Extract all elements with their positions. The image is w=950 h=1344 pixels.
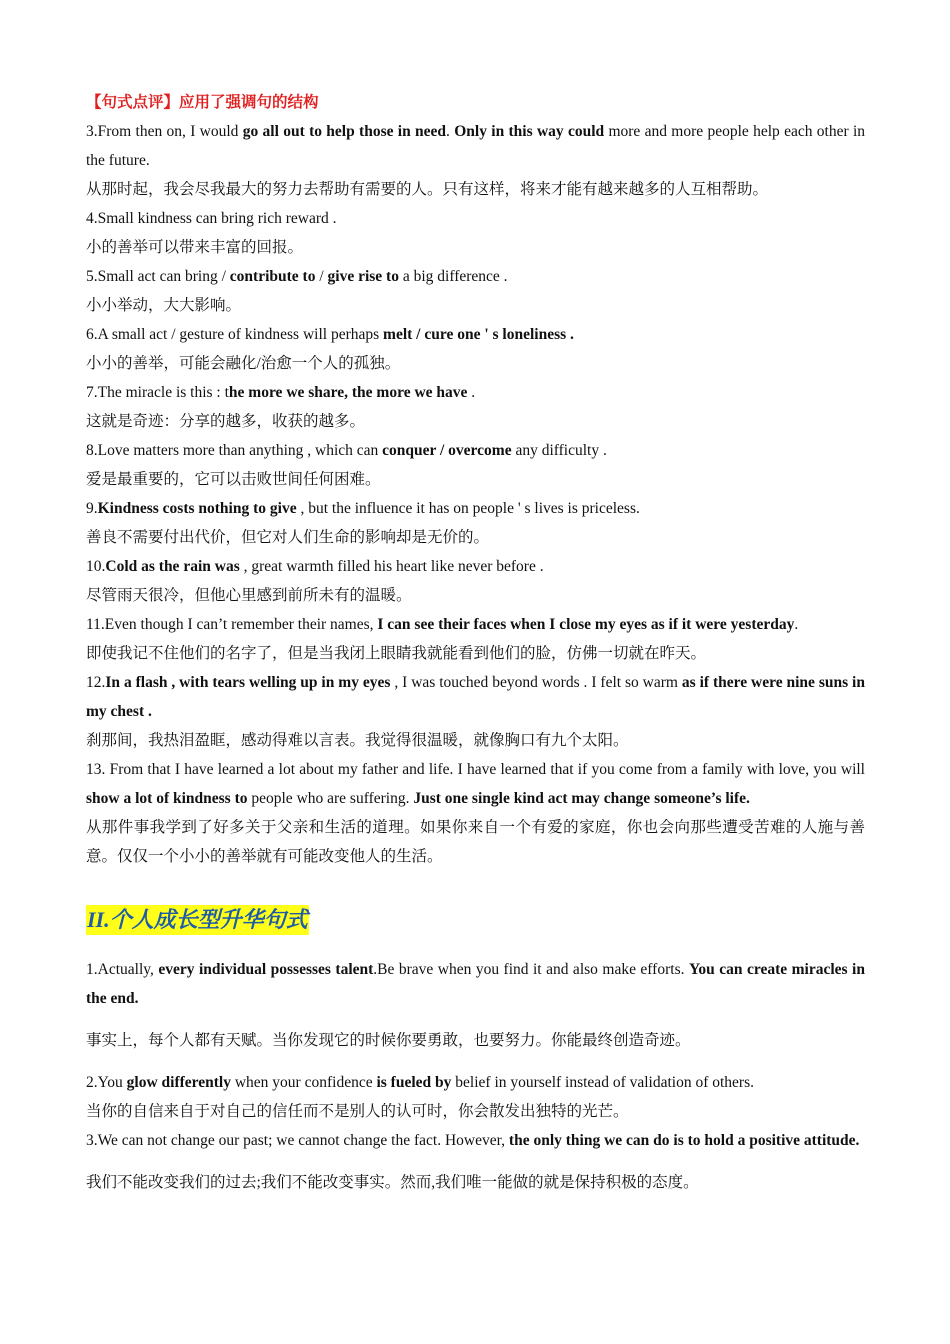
kindness-sentence-english-6 xyxy=(86,436,865,465)
section-growth-sentences xyxy=(86,955,865,1197)
kindness-sentence-chinese-8: 尽管雨天很冷，但他心里感到前所未有的温暖。 xyxy=(86,587,412,604)
section-heading: II.个人成长型升华句式 xyxy=(86,905,309,935)
kindness-sentence-chinese-6: 爱是最重要的，它可以击败世间任何困难。 xyxy=(86,471,381,488)
kindness-sentence-chinese-2: 小的善举可以带来丰富的回报。 xyxy=(86,239,304,256)
kindness-sentence-english-8 xyxy=(86,552,865,581)
text-run: 9. xyxy=(86,500,98,517)
kindness-sentence-english-1 xyxy=(86,117,865,175)
growth-sentence-english-2 xyxy=(86,1068,865,1097)
spacer xyxy=(86,1055,865,1068)
bold-phrase: melt / cure one ' s loneliness . xyxy=(383,326,574,343)
bold-phrase: the only thing we can do is to hold a positive attitude. xyxy=(508,1132,860,1149)
text-run: 3.We can not change our past; we cannot change the fact. However, xyxy=(86,1132,509,1149)
bold-phrase: Just one single kind act may change someone’s life. xyxy=(413,790,750,807)
bold-phrase: give rise to xyxy=(327,268,399,285)
document-page xyxy=(86,88,865,1197)
text-run: 7.The miracle is this : t xyxy=(86,384,229,401)
spacer xyxy=(86,1013,865,1026)
kindness-sentence-english-2 xyxy=(86,204,865,233)
text-run: people who are suffering. xyxy=(247,790,414,807)
kindness-sentence-chinese-9: 即使我记不住他们的名字了，但是当我闭上眼睛我就能看到他们的脸，仿佛一切就在昨天。 xyxy=(86,645,707,662)
text-run: more and more people help each other in the future. xyxy=(86,123,866,169)
growth-sentence-english-1 xyxy=(86,955,865,1013)
kindness-sentence-chinese-5: 这就是奇迹：分享的越多，收获的越多。 xyxy=(86,413,366,430)
section-heading-wrap xyxy=(86,905,865,939)
kindness-sentence-chinese-11: 从那件事我学到了好多关于父亲和生活的道理。如果你来自一个有爱的家庭，你也会向那些遭受苦难的人施与善意。仅仅一个小小的善举就有可能改变他人的生活。 xyxy=(86,819,865,865)
bold-phrase: as if there were nine suns in my chest . xyxy=(86,674,865,720)
kindness-sentence-chinese-3: 小小举动，大大影响。 xyxy=(86,297,242,314)
growth-sentence-chinese-1: 事实上，每个人都有天赋。当你发现它的时候你要勇敢，也要努力。你能最终创造奇迹。 xyxy=(86,1032,691,1049)
kindness-sentence-chinese-7: 善良不需要付出代价，但它对人们生命的影响却是无价的。 xyxy=(86,529,490,546)
spacer xyxy=(86,1155,865,1168)
bold-phrase: In a flash , with tears welling up in my eyes xyxy=(105,674,391,691)
text-run: , great warmth filled his heart like never before . xyxy=(239,558,544,575)
bold-phrase: You can create miracles in the end. xyxy=(86,961,865,1007)
growth-sentence-chinese-3: 我们不能改变我们的过去;我们不能改变事实。然而,我们唯一能做的就是保持积极的态度。 xyxy=(86,1174,699,1191)
bold-phrase: contribute to xyxy=(229,268,316,285)
bold-phrase: go all out to help those in need xyxy=(242,123,447,140)
text-run: a big difference . xyxy=(398,268,508,285)
kindness-sentence-english-3 xyxy=(86,262,865,291)
text-run: , but the influence it has on people ' s lives is priceless. xyxy=(296,500,640,517)
bold-phrase: he more we share, the more we have xyxy=(228,384,468,401)
text-run: 12. xyxy=(86,674,106,691)
text-run: . xyxy=(794,616,799,633)
text-run: 2.You xyxy=(86,1074,127,1091)
text-run: 13. From that I have learned a lot about my father and life. I have learned that if you come from a family with love, you will xyxy=(86,761,865,778)
growth-sentence-english-3 xyxy=(86,1126,865,1155)
text-run: belief in yourself instead of validation of others. xyxy=(451,1074,755,1091)
text-run: . xyxy=(446,123,455,140)
text-run: 8.Love matters more than anything , which can xyxy=(86,442,383,459)
kindness-sentence-english-4 xyxy=(86,320,865,349)
growth-sentence-chinese-2: 当你的自信来自于对自己的信任而不是别人的认可时，你会散发出独特的光芒。 xyxy=(86,1103,629,1120)
kindness-sentence-english-5 xyxy=(86,378,865,407)
text-run: , I was touched beyond words . I felt so warm xyxy=(390,674,682,691)
bold-phrase: show a lot of kindness to xyxy=(86,790,248,807)
bold-phrase: Only in this way could xyxy=(454,123,605,140)
sentence-note: 【句式点评】应用了强调句的结构 xyxy=(86,94,319,111)
bold-phrase: Kindness costs nothing to give xyxy=(97,500,297,517)
text-run: 6.A small act / gesture of kindness will perhaps xyxy=(86,326,384,343)
text-run: when your confidence xyxy=(230,1074,377,1091)
bold-phrase: every individual possesses talent xyxy=(158,961,374,978)
text-run: any difficulty . xyxy=(511,442,607,459)
text-run: 10. xyxy=(86,558,106,575)
kindness-sentence-english-7 xyxy=(86,494,865,523)
bold-phrase: glow differently xyxy=(126,1074,231,1091)
text-run: 4.Small kindness can bring rich reward . xyxy=(86,210,337,227)
text-run: .Be brave when you find it and also make efforts. xyxy=(373,961,689,978)
kindness-sentence-chinese-10: 刹那间，我热泪盈眶，感动得难以言表。我觉得很温暖，就像胸口有九个太阳。 xyxy=(86,732,629,749)
text-run: 1.Actually, xyxy=(86,961,159,978)
section-kindness-sentences xyxy=(86,117,865,871)
bold-phrase: is fueled by xyxy=(376,1074,452,1091)
text-run: 5.Small act can bring / xyxy=(86,268,230,285)
text-run: 3.From then on, I would xyxy=(86,123,243,140)
kindness-sentence-english-9 xyxy=(86,610,865,639)
kindness-sentence-chinese-4: 小小的善举，可能会融化/治愈一个人的孤独。 xyxy=(86,355,401,372)
bold-phrase: conquer / overcome xyxy=(382,442,512,459)
text-run: / xyxy=(315,268,328,285)
text-run: 11.Even though I can’t remember their names, xyxy=(86,616,378,633)
kindness-sentence-english-10 xyxy=(86,668,865,726)
bold-phrase: Cold as the rain was xyxy=(105,558,240,575)
kindness-sentence-chinese-1: 从那时起，我会尽我最大的努力去帮助有需要的人。只有这样，将来才能有越来越多的人互相帮助。 xyxy=(86,181,769,198)
kindness-sentence-english-11 xyxy=(86,755,865,813)
bold-phrase: I can see their faces when I close my eyes as if it were yesterday xyxy=(377,616,795,633)
text-run: . xyxy=(467,384,476,401)
